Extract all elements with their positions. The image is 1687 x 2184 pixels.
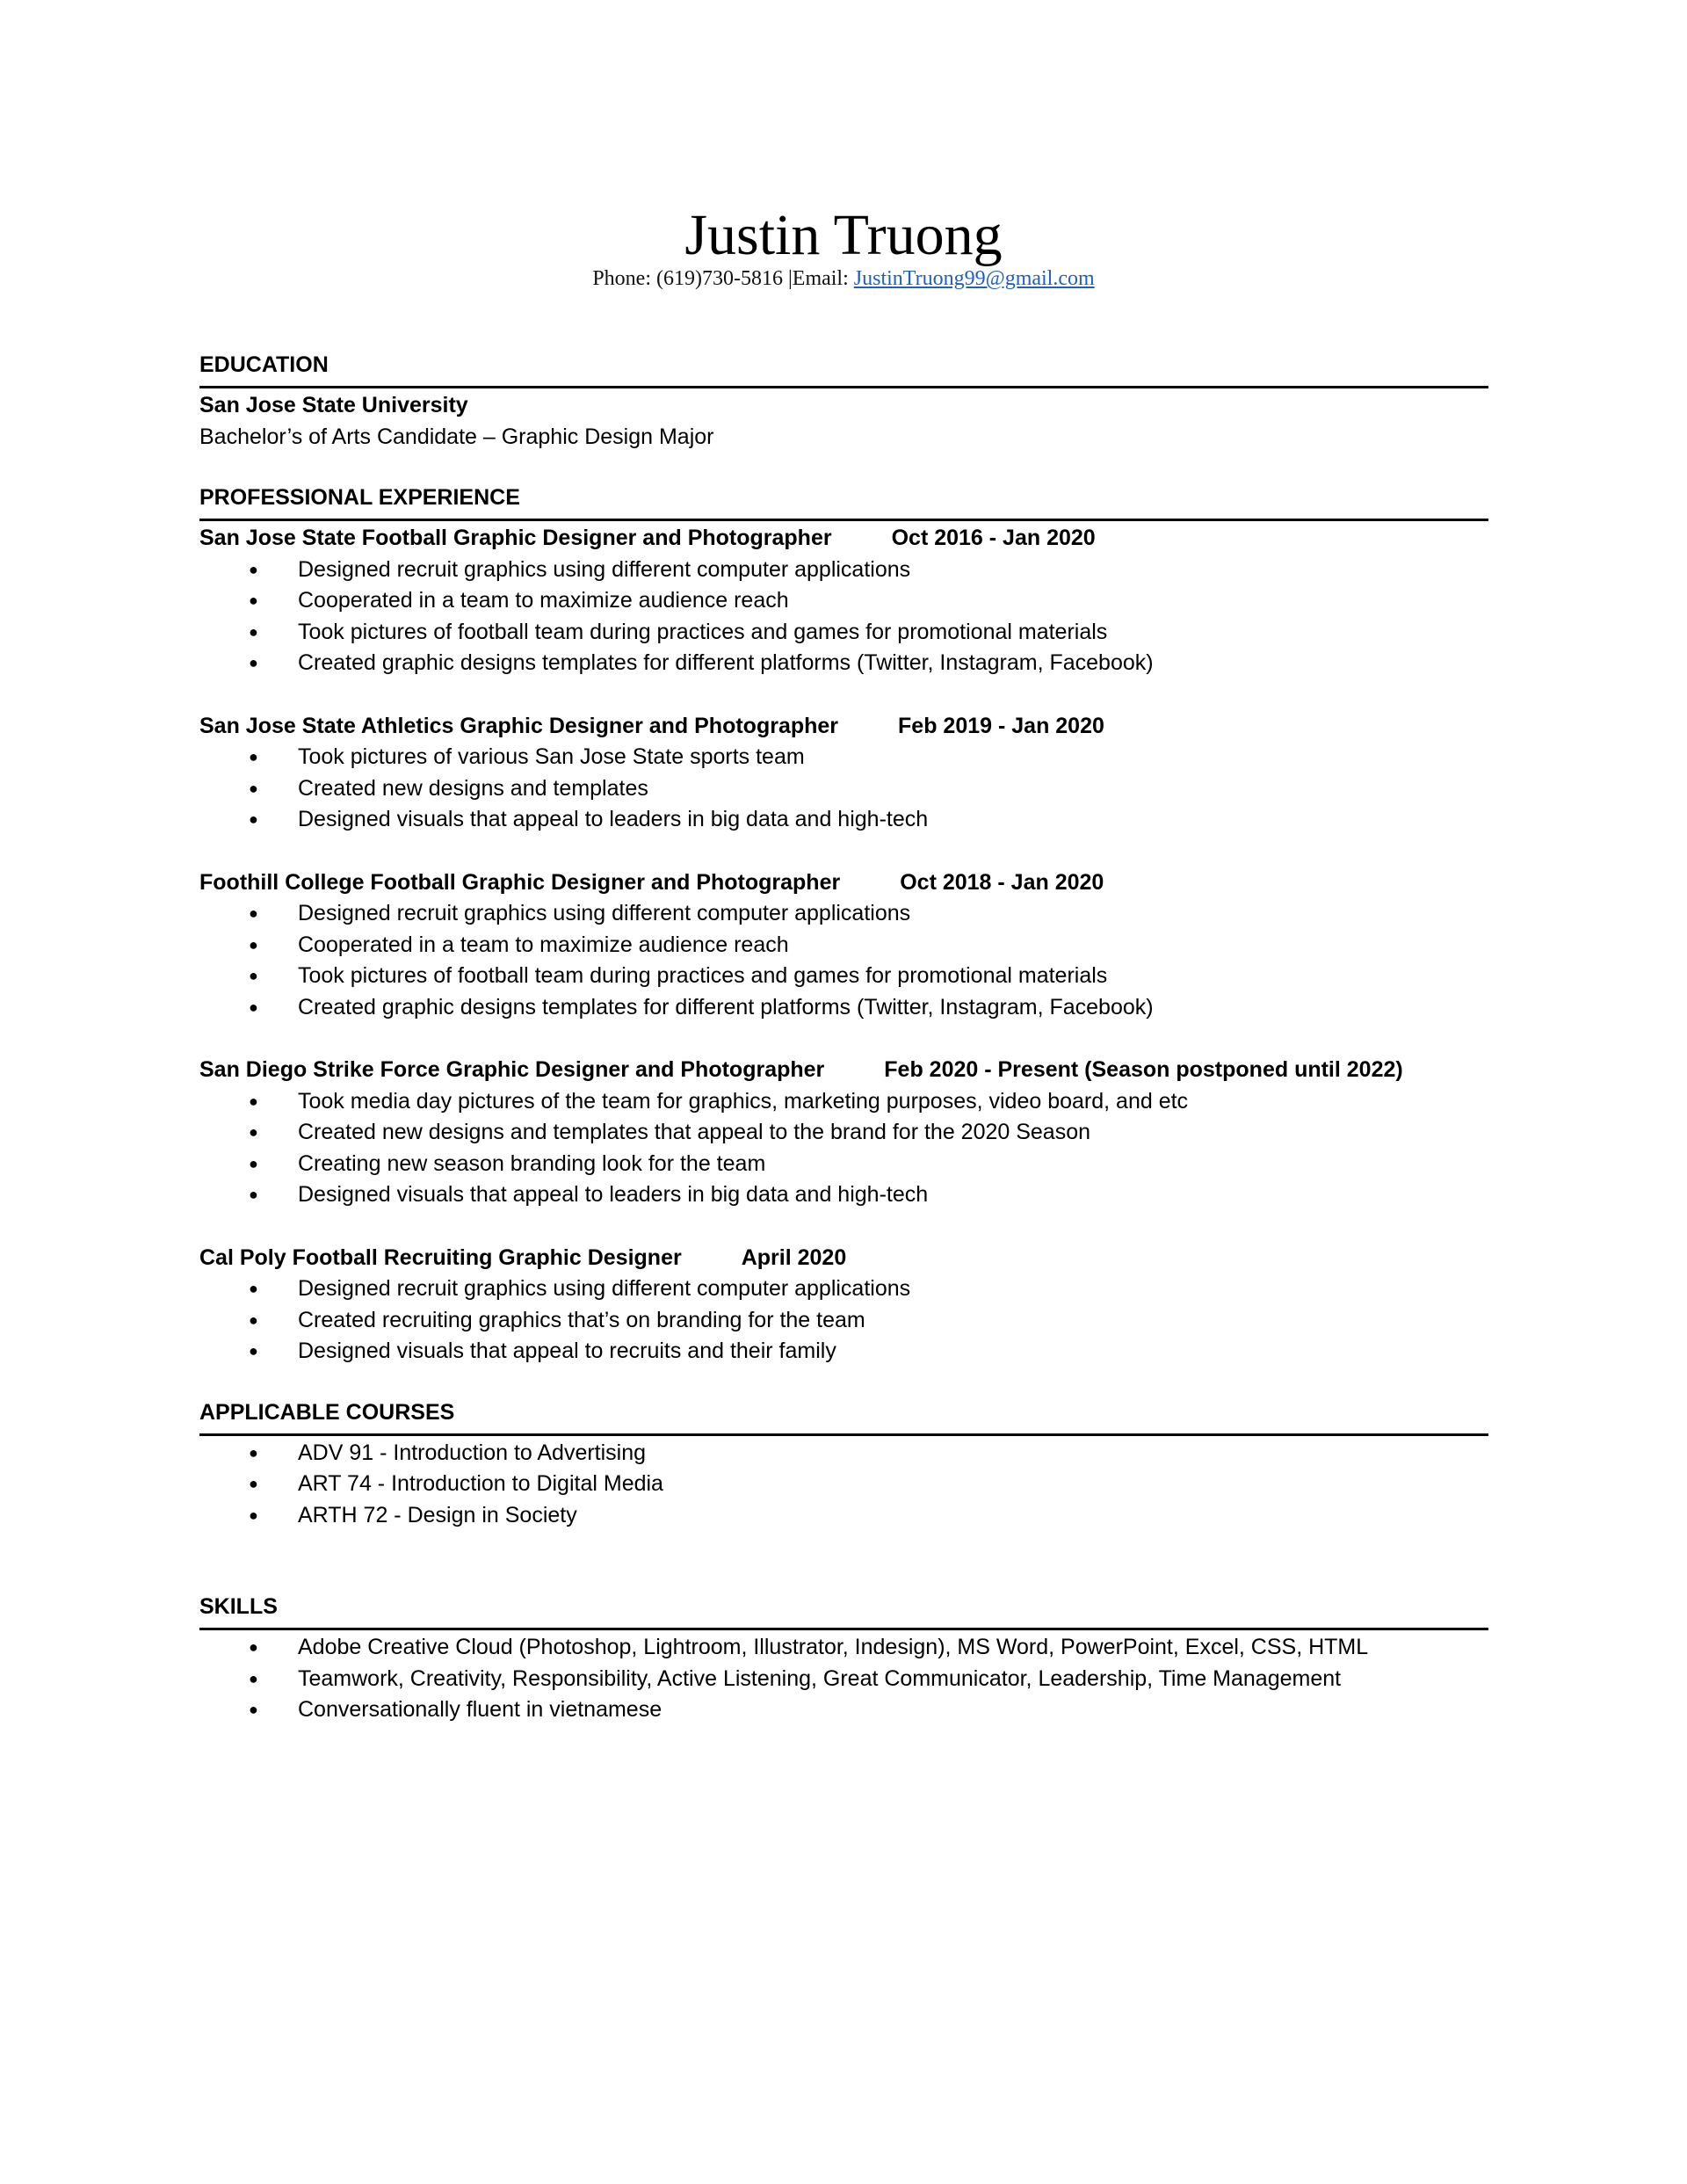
bullet-icon: ● [249,1123,258,1141]
education-section [199,352,1488,453]
list-item: ● Created graphic designs templates for different platforms (Twitter, Instagram, Facebook) [199,648,1488,679]
list-item: ● Designed visuals that appeal to recruits and their family [199,1336,1488,1368]
job-entry [199,523,1488,679]
list-item: ● Took pictures of football team during practices and games for promotional materials [199,617,1488,649]
section-divider [199,1433,1488,1436]
bullet-icon: ● [249,1701,258,1718]
degree-text: Bachelor’s of Arts Candidate – Graphic Design Major [199,424,714,449]
list-item: ● Designed recruit graphics using different computer applications [199,898,1488,930]
list-item: ● Adobe Creative Cloud (Photoshop, Lightroom, Illustrator, Indesign), MS Word, PowerPoint, Excel, CSS, HTML [199,1632,1488,1664]
list-item: ● Creating new season branding look for the team [199,1149,1488,1180]
list-item: ● Designed recruit graphics using different computer applications [199,1273,1488,1305]
bullet-icon: ● [249,560,258,578]
job-title: San Jose State Athletics Graphic Designer and Photographer [199,713,839,738]
job-dates: Feb 2020 - Present (Season postponed until 2022) [884,1057,1403,1082]
bullet-icon: ● [249,904,258,922]
job-entry [199,1243,1488,1368]
bullet-icon: ● [249,967,258,984]
candidate-name: Justin Truong [684,203,1003,267]
list-item: ● ARTH 72 - Design in Society [199,1500,1488,1532]
list-item: ● Took media day pictures of the team for graphics, marketing purposes, video board, and etc [199,1086,1488,1118]
resume-body [199,352,1488,1726]
list-item: ● Designed visuals that appeal to leaders in big data and high-tech [199,1179,1488,1211]
bullet-icon: ● [249,998,258,1016]
bullet-icon: ● [249,1280,258,1297]
bullet-icon: ● [249,591,258,609]
job-title: San Diego Strike Force Graphic Designer and Photographer [199,1057,825,1082]
courses-section [199,1399,1488,1532]
bullet-icon: ● [249,1443,258,1462]
bullet-icon: ● [249,1186,258,1203]
list-item: ● Created graphic designs templates for different platforms (Twitter, Instagram, Facebook) [199,992,1488,1024]
job-dates: Oct 2016 - Jan 2020 [891,526,1096,550]
section-title-education: EDUCATION [199,352,329,377]
job-entry [199,711,1488,836]
bullet-icon: ● [249,1638,258,1656]
list-item: ● Created recruiting graphics that’s on branding for the team [199,1305,1488,1337]
bullet-icon: ● [249,1154,258,1172]
section-title-skills: SKILLS [199,1594,278,1619]
job-title: Cal Poly Football Recruiting Graphic Designer [199,1244,682,1270]
phone-text: Phone: (619)730-5816 |Email: [592,267,854,290]
bullet-icon: ● [249,622,258,641]
list-item: ● Designed recruit graphics using different computer applications [199,555,1488,586]
experience-section [199,484,1488,1368]
job-title: San Jose State Football Graphic Designer and Photographer [199,526,832,550]
contact-line [0,265,1687,292]
bullet-icon: ● [249,1342,258,1360]
section-divider [199,386,1488,388]
job-entry [199,867,1488,1024]
bullet-icon: ● [249,935,258,954]
list-item: ● Took pictures of football team during practices and games for promotional materials [199,961,1488,992]
bullet-icon: ● [249,1475,258,1492]
list-item: ● Created new designs and templates that appeal to the brand for the 2020 Season [199,1117,1488,1149]
bullet-icon: ● [249,1092,258,1110]
job-dates: April 2020 [741,1244,847,1270]
job-dates: Oct 2018 - Jan 2020 [900,869,1104,895]
job-title: Foothill College Football Graphic Designer and Photographer [199,869,841,895]
section-divider [199,519,1488,521]
bullet-icon: ● [249,810,258,828]
list-item: ● Teamwork, Creativity, Responsibility, Active Listening, Great Communicator, Leadership, Time Management [199,1664,1488,1695]
bullet-icon: ● [249,1669,258,1687]
bullet-icon: ● [249,1506,258,1524]
email-link[interactable]: JustinTruong99@gmail.com [853,267,1095,290]
job-dates: Feb 2019 - Jan 2020 [898,713,1104,738]
school-name: San Jose State University [199,393,468,417]
list-item: ● Conversationally fluent in vietnamese [199,1694,1488,1726]
bullet-icon: ● [249,779,258,797]
bullet-icon: ● [249,654,258,671]
list-item: ● ADV 91 - Introduction to Advertising [199,1438,1488,1469]
section-title-courses: APPLICABLE COURSES [199,1399,455,1425]
list-item: ● Designed visuals that appeal to leaders in big data and high-tech [199,804,1488,836]
section-title-experience: PROFESSIONAL EXPERIENCE [199,485,520,510]
list-item: ● Took pictures of various San Jose State sports team [199,742,1488,773]
section-divider [199,1628,1488,1630]
list-item: ● ART 74 - Introduction to Digital Media [199,1469,1488,1500]
list-item: ● Cooperated in a team to maximize audience reach [199,930,1488,961]
job-entry [199,1055,1488,1211]
bullet-icon: ● [249,748,258,765]
list-item: ● Cooperated in a team to maximize audience reach [199,585,1488,617]
list-item: ● Created new designs and templates [199,773,1488,805]
bullet-icon: ● [249,1310,258,1329]
skills-section [199,1593,1488,1726]
